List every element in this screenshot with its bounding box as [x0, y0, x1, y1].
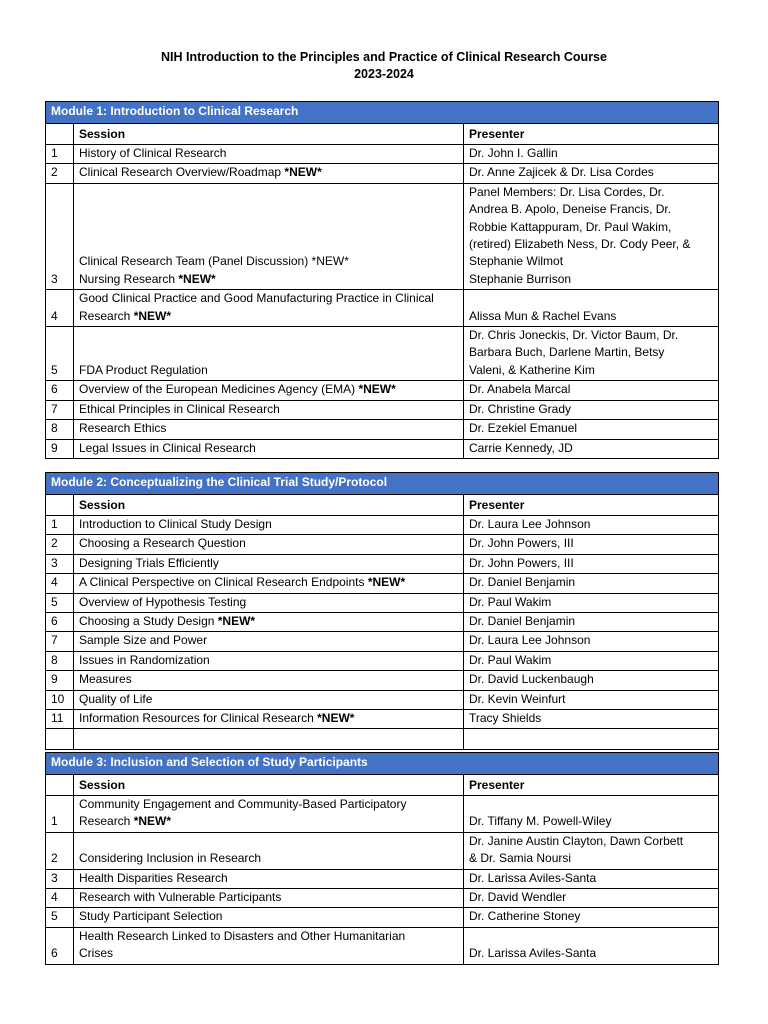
session-title: Health Disparities Research — [79, 870, 228, 885]
session-title: Considering Inclusion in Research — [79, 851, 262, 866]
presenter-cell: Dr. Larissa Aviles-Santa — [464, 927, 719, 964]
presenter-cell: Dr. Daniel Benjamin — [464, 574, 719, 593]
session-cell — [74, 381, 464, 400]
session-header: Session — [74, 495, 464, 516]
session-row — [46, 183, 719, 289]
session-row — [46, 710, 719, 729]
number-header — [46, 495, 74, 516]
title-line-1: NIH Introduction to the Principles and Practice of Clinical Research Course — [161, 50, 607, 64]
session-number: 4 — [46, 290, 74, 327]
session-cell — [74, 145, 464, 164]
presenter-cell: Dr. Daniel Benjamin — [464, 613, 719, 632]
document-title — [0, 49, 768, 83]
column-header-row — [46, 124, 719, 145]
session-row — [46, 574, 719, 593]
session-row — [46, 381, 719, 400]
session-number: 2 — [46, 164, 74, 183]
session-number: 2 — [46, 832, 74, 869]
module-title: Module 1: Introduction to Clinical Research — [46, 102, 719, 124]
session-title: Community Engagement and Community-Based Participatory Research — [79, 797, 407, 829]
session-cell — [74, 593, 464, 612]
presenter-cell: Dr. Anne Zajicek & Dr. Lisa Cordes — [464, 164, 719, 183]
session-title: Clinical Research Overview/Roadmap — [79, 165, 285, 180]
session-row — [46, 832, 719, 869]
session-title: Sample Size and Power — [79, 633, 208, 648]
session-number: 3 — [46, 183, 74, 289]
module-2-table — [45, 472, 719, 750]
session-number: 7 — [46, 632, 74, 651]
session-cell — [74, 869, 464, 888]
session-cell — [74, 327, 464, 381]
session-cell — [74, 400, 464, 419]
module-header-row — [46, 102, 719, 124]
new-tag: *NEW* — [358, 382, 396, 397]
new-tag: *NEW* — [217, 614, 256, 629]
session-title: Overview of the European Medicines Agency (EMA) — [79, 382, 359, 397]
session-header: Session — [74, 775, 464, 796]
session-cell — [74, 613, 464, 632]
session-row — [46, 671, 719, 690]
session-cell — [74, 554, 464, 573]
presenter-cell: Carrie Kennedy, JD — [464, 439, 719, 458]
session-number: 1 — [46, 145, 74, 164]
session-cell — [74, 651, 464, 670]
presenter-cell: Dr. David Wendler — [464, 889, 719, 908]
session-cell — [74, 710, 464, 729]
session-row — [46, 327, 719, 381]
session-title: Overview of Hypothesis Testing — [79, 594, 247, 609]
session-title: Clinical Research Team (Panel Discussion) *NEW* Nursing Research — [79, 254, 349, 286]
presenter-cell: Dr. Catherine Stoney — [464, 908, 719, 927]
session-cell — [74, 832, 464, 869]
session-cell — [74, 290, 464, 327]
session-title: History of Clinical Research — [79, 146, 227, 160]
session-title: Ethical Principles in Clinical Research — [79, 401, 280, 416]
presenter-cell: Dr. John I. Gallin — [464, 145, 719, 164]
presenter-cell: Dr. Larissa Aviles-Santa — [464, 869, 719, 888]
blank-cell — [74, 729, 464, 750]
session-title: FDA Product Regulation — [79, 362, 208, 377]
module-title: Module 3: Inclusion and Selection of Study Participants — [46, 753, 719, 775]
session-title: Information Resources for Clinical Research — [79, 711, 318, 726]
session-number: 6 — [46, 613, 74, 632]
new-tag: *NEW* — [367, 575, 406, 590]
presenter-cell: Dr. John Powers, III — [464, 535, 719, 554]
module-title: Module 2: Conceptualizing the Clinical Trial Study/Protocol — [46, 473, 719, 495]
session-row — [46, 516, 719, 535]
new-tag: *NEW* — [317, 711, 355, 726]
presenter-cell: Dr. Paul Wakim — [464, 593, 719, 612]
module-header-row — [46, 753, 719, 775]
session-number: 11 — [46, 710, 74, 729]
module-header-row — [46, 473, 719, 495]
session-cell — [74, 535, 464, 554]
session-title: Introduction to Clinical Study Design — [79, 517, 272, 531]
blank-cell — [464, 729, 719, 750]
presenter-cell: Dr. John Powers, III — [464, 554, 719, 573]
presenter-header: Presenter — [464, 124, 719, 145]
new-tag: *NEW* — [133, 308, 172, 323]
session-row — [46, 593, 719, 612]
session-number: 8 — [46, 651, 74, 670]
presenter-cell: Dr. Laura Lee Johnson — [464, 516, 719, 535]
session-title: Legal Issues in Clinical Research — [79, 440, 256, 455]
session-number: 6 — [46, 381, 74, 400]
session-cell — [74, 632, 464, 651]
session-row — [46, 651, 719, 670]
session-number: 9 — [46, 671, 74, 690]
session-number: 9 — [46, 439, 74, 458]
session-title: Study Participant Selection — [79, 909, 223, 924]
session-title: A Clinical Perspective on Clinical Research Endpoints — [79, 575, 368, 590]
session-number: 7 — [46, 400, 74, 419]
session-title: Quality of Life — [79, 691, 153, 706]
module-1-table — [45, 101, 719, 459]
session-row — [46, 145, 719, 164]
presenter-cell: Dr. Tiffany M. Powell-Wiley — [464, 796, 719, 833]
session-number: 3 — [46, 554, 74, 573]
new-tag: *NEW* — [178, 271, 216, 286]
presenter-cell: Dr. Janine Austin Clayton, Dawn Corbett & Dr. Samia Noursi — [464, 832, 719, 869]
column-header-row — [46, 495, 719, 516]
session-cell — [74, 796, 464, 833]
session-row — [46, 400, 719, 419]
session-cell — [74, 516, 464, 535]
session-cell — [74, 183, 464, 289]
session-cell — [74, 420, 464, 439]
session-number: 8 — [46, 420, 74, 439]
session-row — [46, 439, 719, 458]
session-number: 3 — [46, 869, 74, 888]
presenter-cell: Tracy Shields — [464, 710, 719, 729]
presenter-cell: Dr. Laura Lee Johnson — [464, 632, 719, 651]
session-row — [46, 796, 719, 833]
new-tag: *NEW* — [284, 165, 322, 180]
session-row — [46, 535, 719, 554]
session-number: 5 — [46, 593, 74, 612]
session-cell — [74, 690, 464, 709]
presenter-header: Presenter — [464, 495, 719, 516]
session-title: Measures — [79, 672, 132, 687]
session-row — [46, 164, 719, 183]
presenter-cell: Dr. Chris Joneckis, Dr. Victor Baum, Dr. Barbara Buch, Darlene Martin, Betsy Valeni, & Katherine Kim — [464, 327, 719, 381]
presenter-cell: Dr. Kevin Weinfurt — [464, 690, 719, 709]
presenter-cell: Panel Members: Dr. Lisa Cordes, Dr. Andrea B. Apolo, Deneise Francis, Dr. Robbie Kattappuram, Dr. Paul Wakim, (retired) Elizabeth Ness, Dr. Cody Peer, & Stephanie Wilmot Stephanie Burrison — [464, 183, 719, 289]
session-cell — [74, 439, 464, 458]
session-number: 5 — [46, 327, 74, 381]
module-3-table — [45, 752, 719, 965]
session-row — [46, 908, 719, 927]
session-cell — [74, 927, 464, 964]
session-row — [46, 690, 719, 709]
column-header-row — [46, 775, 719, 796]
presenter-header: Presenter — [464, 775, 719, 796]
session-cell — [74, 574, 464, 593]
session-row — [46, 889, 719, 908]
blank-cell — [46, 729, 74, 750]
session-title: Research with Vulnerable Participants — [79, 890, 282, 905]
session-number: 10 — [46, 690, 74, 709]
session-row — [46, 632, 719, 651]
presenter-cell: Dr. Ezekiel Emanuel — [464, 420, 719, 439]
session-title: Issues in Randomization — [79, 652, 210, 667]
presenter-cell: Alissa Mun & Rachel Evans — [464, 290, 719, 327]
session-title: Research Ethics — [79, 421, 167, 436]
session-title: Health Research Linked to Disasters and Other Humanitarian Crises — [79, 928, 406, 961]
session-number: 1 — [46, 796, 74, 833]
session-row — [46, 554, 719, 573]
session-number: 4 — [46, 889, 74, 908]
session-cell — [74, 889, 464, 908]
presenter-cell: Dr. Anabela Marcal — [464, 381, 719, 400]
session-number: 5 — [46, 908, 74, 927]
session-row — [46, 613, 719, 632]
session-number: 1 — [46, 516, 74, 535]
session-cell — [74, 164, 464, 183]
session-title: Choosing a Study Design — [79, 614, 218, 629]
session-number: 4 — [46, 574, 74, 593]
session-title: Designing Trials Efficiently — [79, 555, 219, 570]
session-cell — [74, 671, 464, 690]
session-row — [46, 290, 719, 327]
session-row — [46, 869, 719, 888]
session-title: Good Clinical Practice and Good Manufacturing Practice in Clinical Research — [79, 291, 434, 323]
session-number: 6 — [46, 927, 74, 964]
presenter-cell: Dr. Paul Wakim — [464, 651, 719, 670]
presenter-cell: Dr. Christine Grady — [464, 400, 719, 419]
session-row — [46, 927, 719, 964]
presenter-cell: Dr. David Luckenbaugh — [464, 671, 719, 690]
new-tag: *NEW* — [133, 814, 172, 829]
number-header — [46, 124, 74, 145]
session-row — [46, 420, 719, 439]
number-header — [46, 775, 74, 796]
blank-row — [46, 729, 719, 750]
session-number: 2 — [46, 535, 74, 554]
session-title: Choosing a Research Question — [79, 536, 246, 551]
title-line-2: 2023-2024 — [354, 67, 414, 81]
session-cell — [74, 908, 464, 927]
session-header: Session — [74, 124, 464, 145]
